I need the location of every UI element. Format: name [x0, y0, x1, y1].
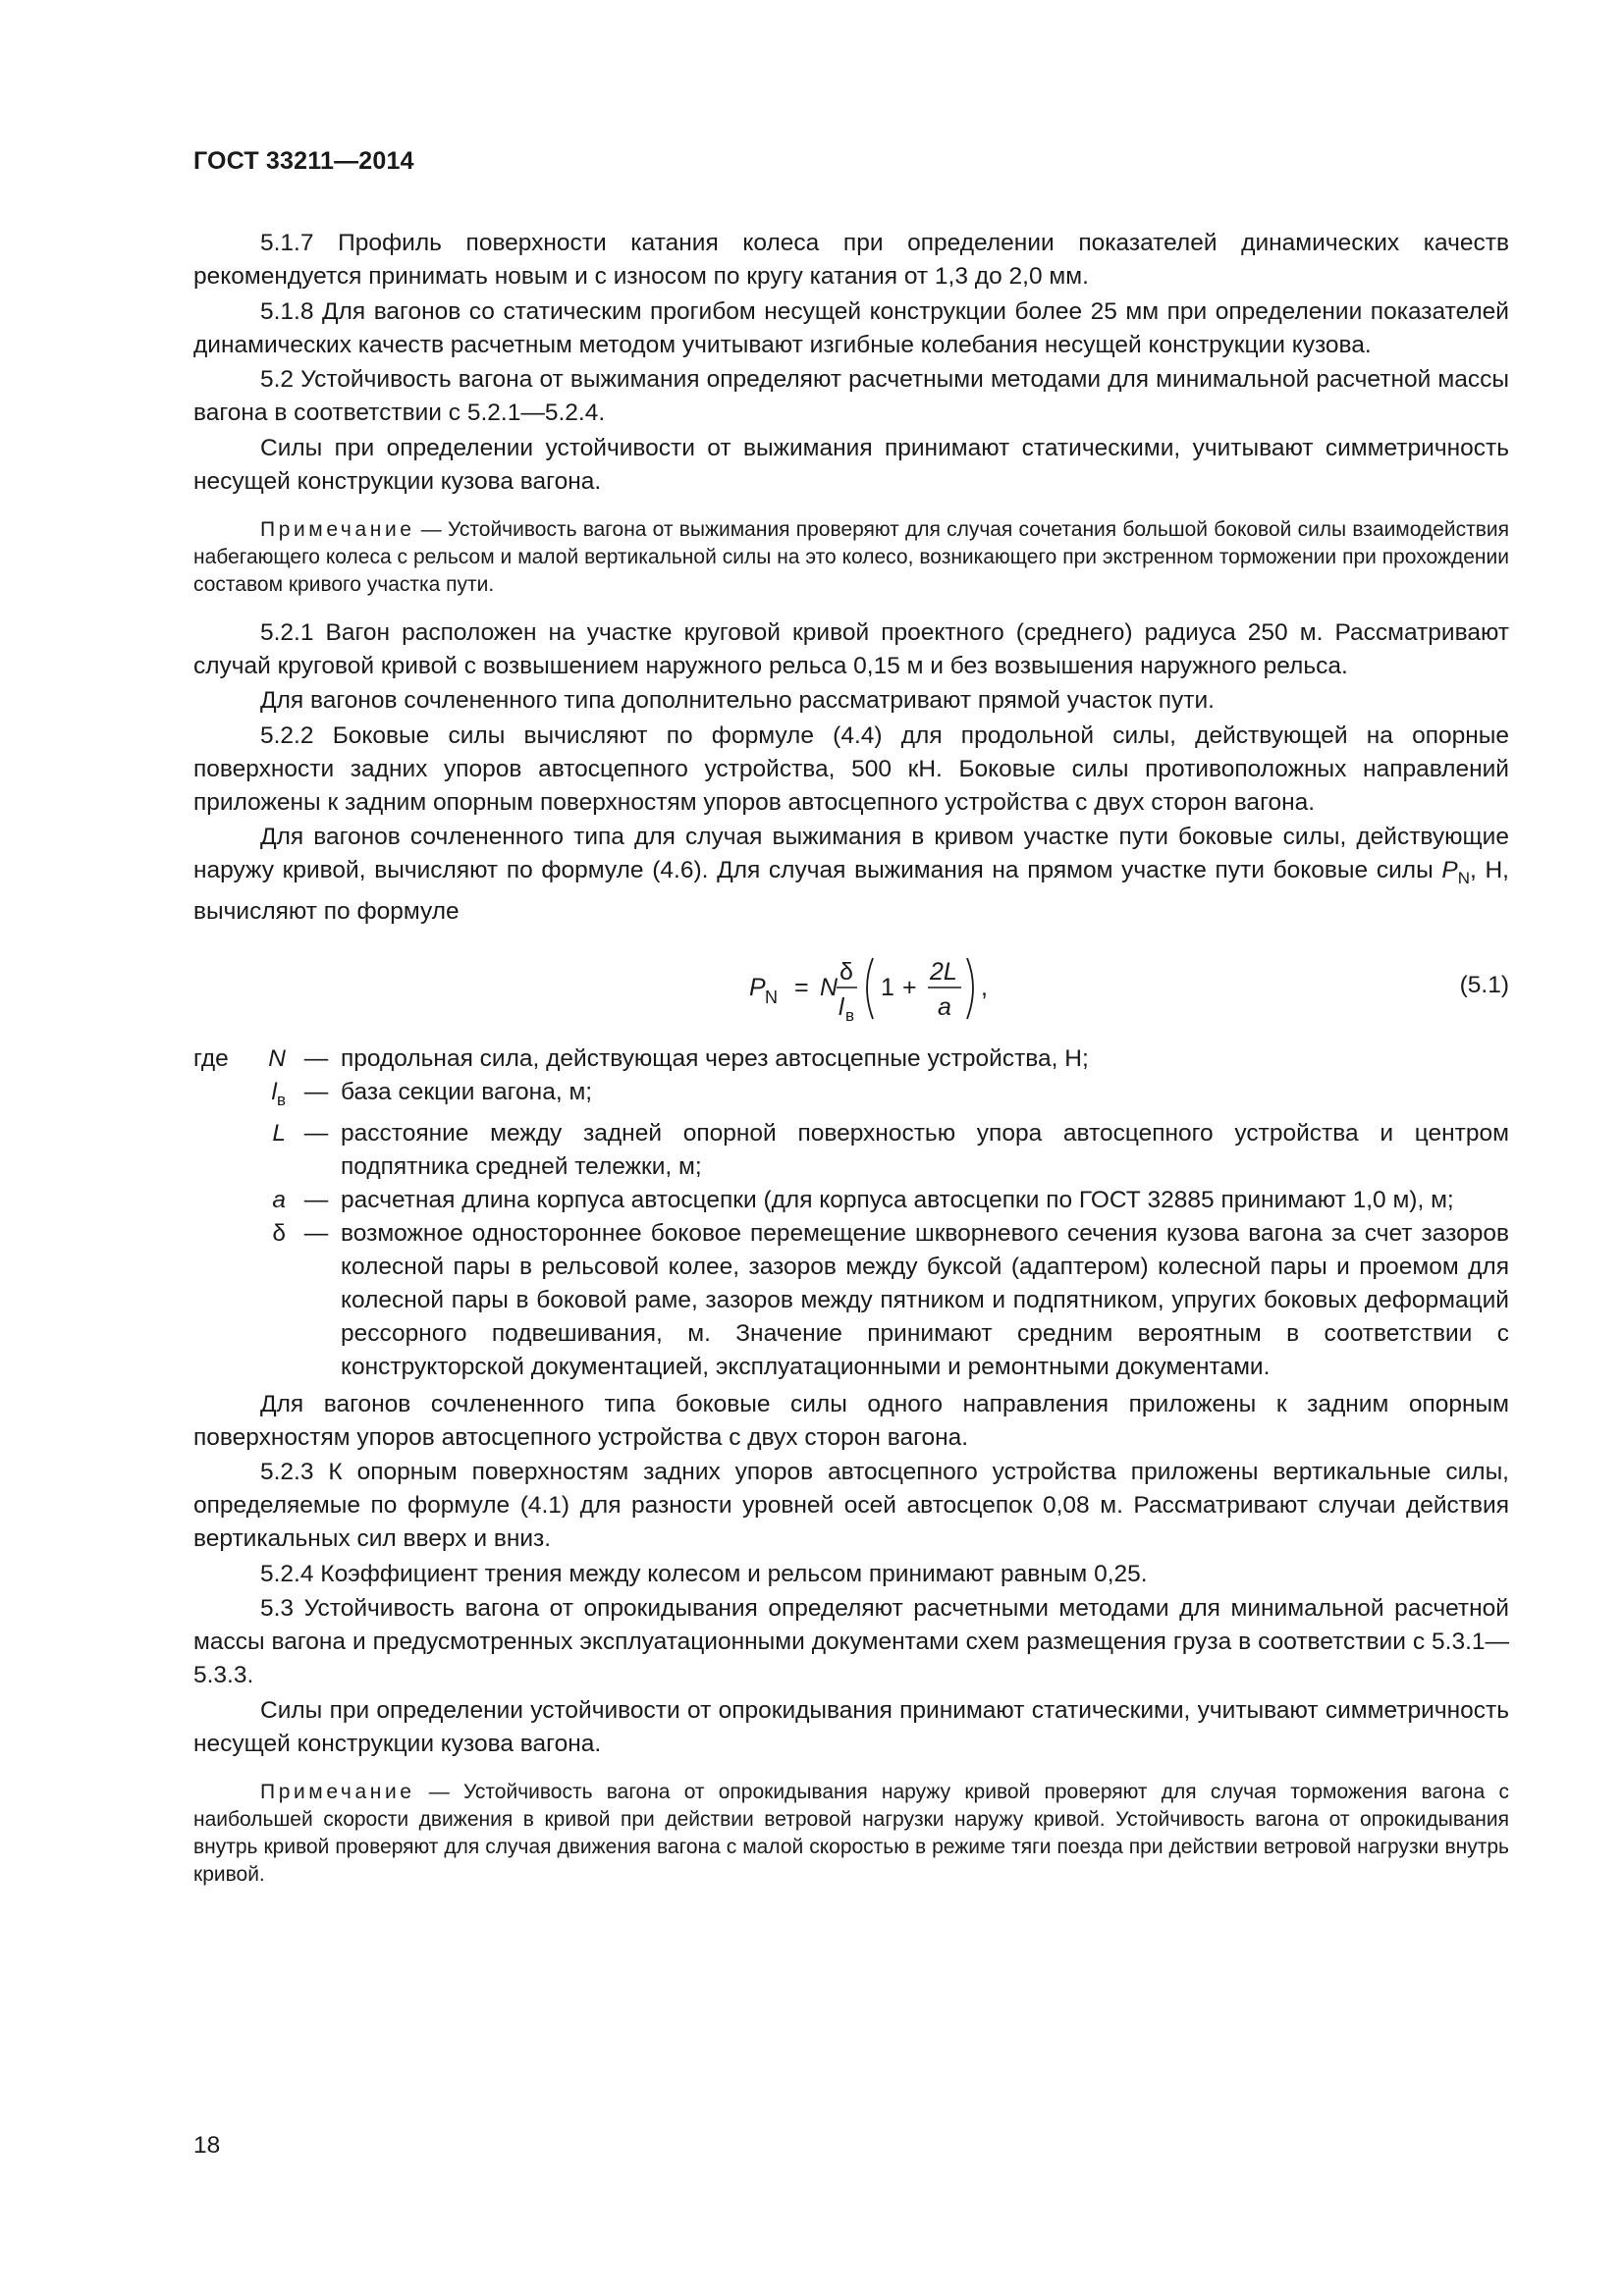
definition-dash: —: [303, 1119, 329, 1147]
formula-plus: +: [902, 973, 917, 1001]
definition-text: возможное одностороннее боковое перемещение шкворневого сечения кузова вагона за счет зазоров колесной пары в рельсовой колее, зазоров между буксой (адаптером) колесной пары и проемом для колесной пары в боковой раме, зазоров между пятником и подпятником, упругих боковых деформаций рессорного подвешивания, м. Значение принимают средним вероятным в соответствии с конструкторской документацией, эксплуатационными и ремонтными документами.: [341, 1219, 1509, 1380]
formula-denominator-sub: в: [845, 1005, 855, 1025]
paragraph-5-1-7: 5.1.7 Профиль поверхности катания колеса при определении показателей динамических качеств рекомендуется принимать новым и с износом по кругу катания от 1,3 до 2,0 мм.: [193, 230, 1509, 290]
formula-lhs: P: [749, 973, 766, 1001]
formula-numerator-2: 2L: [930, 957, 957, 986]
paragraph-articulated-straight: Для вагонов сочлененного типа дополнительно рассматривают прямой участок пути.: [260, 687, 1215, 714]
definition-text: расчетная длина корпуса автосцепки (для корпуса автосцепки по ГОСТ 32885 принимают 1,0 м), м;: [341, 1186, 1454, 1213]
note-2-text: — Устойчивость вагона от опрокидывания наружу кривой проверяют для случая торможения вагона с наибольшей скорости движения в кривой при действии ветровой нагрузки наружу кривой. Устойчивость вагона от опрокидывания внутрь кривой проверяют для случая движения вагона с малой скоростью в режиме тяги поезда при действии ветровой нагрузки внутрь кривой.: [193, 1780, 1509, 1886]
formula-graphic: [743, 944, 1195, 1033]
definition-symbol: a: [272, 1186, 286, 1213]
definition-row: [193, 1117, 1509, 1184]
paragraph-5-2-forces: Силы при определении устойчивости от выжимания принимают статическими, учитывают симметричность несущей конструкции кузова вагона.: [193, 434, 1509, 495]
paragraph-5-2-2: 5.2.2 Боковые силы вычисляют по формуле (4.4) для продольной силы, действующей на опорные поверхности задних упоров автосцепного устройства, 500 кН. Боковые силы противоположных направлений приложены к задним опорным поверхностям упоров автосцепного устройства с двух сторон вагона.: [193, 721, 1509, 816]
paragraph-5-2-3: 5.2.3 К опорным поверхностям задних упоров автосцепного устройства приложены вертикальные силы, определяемые по формуле (4.1) для разности уровней осей автосцепок 0,08 м. Рассматривают случаи действия вертикальных сил вверх и вниз.: [193, 1459, 1509, 1553]
right-paren: [967, 958, 973, 1019]
equation-number: (5.1): [1459, 971, 1509, 998]
paragraph-articulated-one-direction: Для вагонов сочлененного типа боковые силы одного направления приложены к задним опорным поверхностям упоров автосцепного устройства с двух сторон вагона.: [193, 1390, 1509, 1451]
formula-n: N: [820, 973, 839, 1001]
definition-symbol: L: [272, 1119, 286, 1147]
paragraph-5-2-1: 5.2.1 Вагон расположен на участке круговой кривой проектного (среднего) радиуса 250 м. Рассматривают случай круговой кривой с возвышением наружного рельса 0,15 м и без возвышения наружного рельса.: [193, 618, 1509, 679]
page-number: 18: [193, 2132, 221, 2159]
formula-equals: =: [794, 973, 809, 1001]
definition-symbol-subscript: в: [276, 1090, 286, 1109]
definition-text: продольная сила, действующая через автосцепные устройства, Н;: [341, 1044, 1089, 1072]
definition-row: [193, 1042, 1509, 1076]
paragraph-5-2-4: 5.2.4 Коэффициент трения между колесом и рельсом принимают равным 0,25.: [260, 1560, 1148, 1587]
document-page: [193, 147, 1509, 1906]
formula-lhs-sub: N: [765, 987, 778, 1007]
paragraph-5-3-forces: Силы при определении устойчивости от опрокидывания принимают статическими, учитывают симметричность несущей конструкции кузова вагона.: [193, 1696, 1509, 1757]
definition-text: расстояние между задней опорной поверхностью упора автосцепного устройства и центром подпятника средней тележки, м;: [341, 1119, 1509, 1180]
definition-dash: —: [303, 1219, 329, 1247]
definition-text: база секции вагона, м;: [341, 1078, 593, 1105]
note-2: [193, 1779, 1509, 1889]
symbol-pn: [1441, 857, 1470, 887]
paragraph-5-1-8: 5.1.8 Для вагонов со статическим прогибом несущей конструкции более 25 мм при определении показателей динамических качеств расчетным методом учитывают изгибные колебания несущей конструкции кузова.: [193, 297, 1509, 358]
symbol-n-subscript: N: [1457, 868, 1470, 887]
formula-comma: ,: [981, 973, 988, 1001]
formula-denominator-2: a: [938, 992, 951, 1021]
paragraph-text-after: , Н, вычисляют по формуле: [193, 857, 1509, 925]
formula-denominator: l: [839, 992, 844, 1021]
definition-row: [193, 1217, 1509, 1384]
paragraph-articulated-lateral: [193, 821, 1509, 929]
definition-symbol: [254, 1076, 292, 1117]
note-2-label: Примечание: [260, 1780, 415, 1803]
definition-row: [193, 1076, 1509, 1117]
formula-5-1: [193, 944, 1509, 1033]
left-paren: [867, 958, 873, 1019]
where-word: где: [193, 1044, 229, 1072]
paragraph-5-2: 5.2 Устойчивость вагона от выжимания определяют расчетными методами для минимальной расчетной массы вагона в соответствии с 5.2.1—5.2.4.: [193, 366, 1509, 426]
note-1-text: — Устойчивость вагона от выжимания проверяют для случая сочетания большой боковой силы взаимодействия набегающего колеса с рельсом и малой вертикальной силы на это колесо, возникающего при экстренном торможении при прохождении составом кривого участка пути.: [193, 517, 1509, 596]
definition-symbol: δ: [272, 1219, 286, 1247]
definition-symbol: N: [268, 1044, 286, 1072]
symbol-p: P: [1441, 857, 1458, 883]
formula-one: 1: [881, 973, 894, 1001]
definitions-list: [193, 1042, 1509, 1384]
definition-dash: —: [303, 1078, 329, 1105]
paragraph-text-before: Для вагонов сочлененного типа для случая выжимания в кривом участке пути боковые силы, действующие наружу кривой, вычисляют по формуле (4.6). Для случая выжимания на прямом участке пути боковые силы: [193, 824, 1509, 883]
definition-dash: —: [303, 1044, 329, 1072]
document-header: ГОСТ 33211—2014: [193, 147, 414, 175]
definition-symbol-letter: l: [271, 1078, 277, 1105]
definition-dash: —: [303, 1186, 329, 1213]
note-1: [193, 516, 1509, 599]
paragraph-5-3: 5.3 Устойчивость вагона от опрокидывания определяют расчетными методами для минимальной расчетной массы вагона и предусмотренных эксплуатационными документами схем размещения груза в соответствии с 5.3.1—5.3.3.: [193, 1595, 1509, 1689]
definition-row: [193, 1184, 1509, 1217]
formula-numerator: δ: [839, 957, 853, 986]
note-1-label: Примечание: [260, 517, 415, 541]
